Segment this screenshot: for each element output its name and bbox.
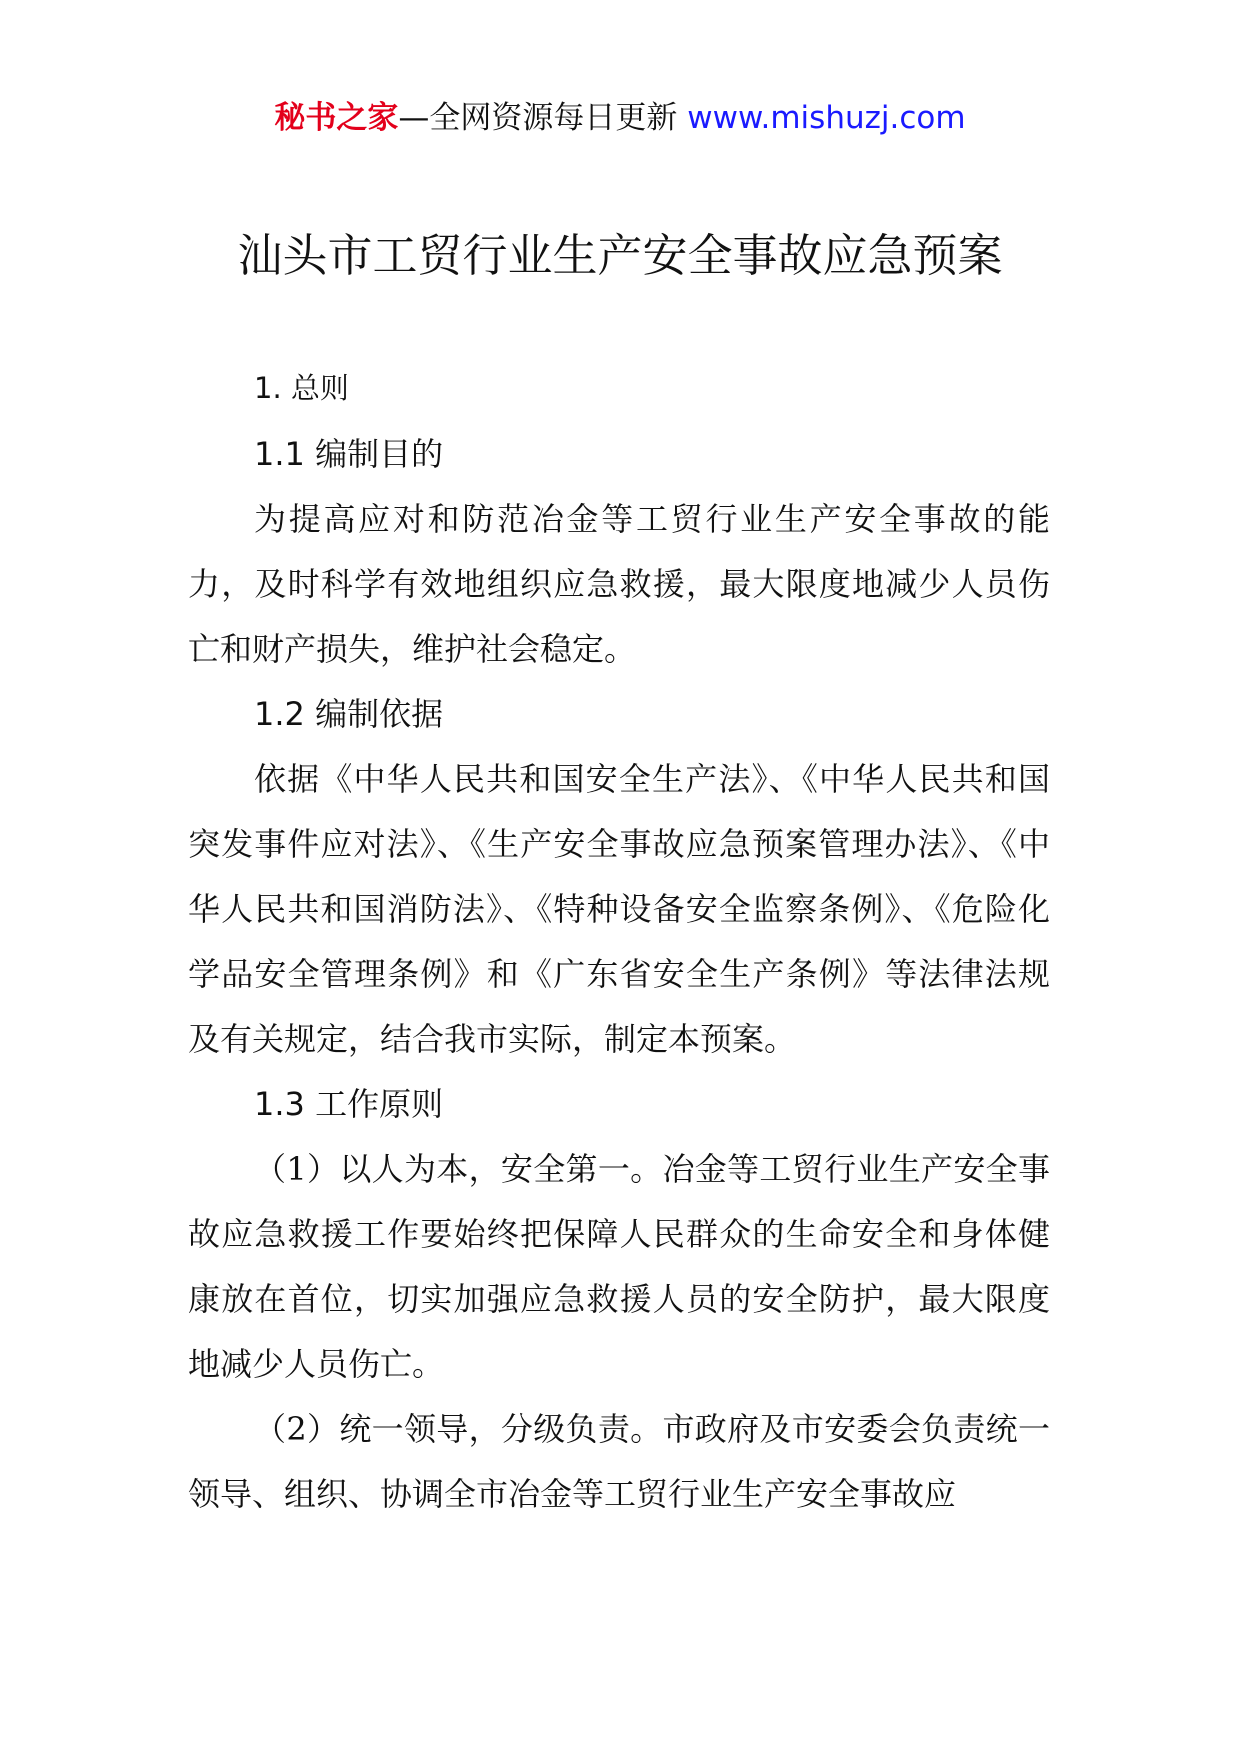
banner-url-link[interactable]: www.mishuzj.com [687, 100, 966, 136]
section-heading-basis: 1.2 编制依据 [254, 695, 444, 733]
principle-1-number: （1） [254, 1150, 340, 1188]
section-heading-general: 1. 总则 [254, 371, 349, 405]
banner-slogan: —全网资源每日更新 [398, 100, 678, 136]
paragraph-basis: 依据《中华人民共和国安全生产法》、《中华人民共和国突发事件应对法》、《生产安全事故应急预案管理办法》、《中华人民共和国消防法》、《特种设备安全监察条例》、《危险化学品安全管理条例》和《广东省安全生产条例》等法律法规及有关规定，结合我市实际，制定本预案。 [188, 760, 1050, 1058]
document-title: 汕头市工贸行业生产安全事故应急预案 [237, 229, 1003, 282]
principle-2-number: （2） [254, 1410, 340, 1448]
site-banner [0, 98, 1240, 138]
principle-2-text: 统一领导，分级负责。市政府及市安委会负责统一领导、组织、协调全市冶金等工贸行业生产安全事故应 [188, 1410, 1050, 1513]
section-heading-purpose: 1.1 编制目的 [254, 435, 444, 473]
paragraph-principle-2 [188, 1397, 1050, 1527]
banner-brand: 秘书之家 [274, 100, 399, 136]
section-heading-principles: 1.3 工作原则 [254, 1085, 444, 1123]
paragraph-principle-1 [188, 1137, 1050, 1397]
document-body [188, 360, 1050, 1527]
principle-1-text: 以人为本，安全第一。冶金等工贸行业生产安全事故应急救援工作要始终把保障人民群众的生命安全和身体健康放在首位，切实加强应急救援人员的安全防护，最大限度地减少人员伤亡。 [188, 1150, 1050, 1383]
paragraph-purpose: 为提高应对和防范冶金等工贸行业生产安全事故的能力，及时科学有效地组织应急救援，最大限度地减少人员伤亡和财产损失，维护社会稳定。 [188, 500, 1050, 668]
